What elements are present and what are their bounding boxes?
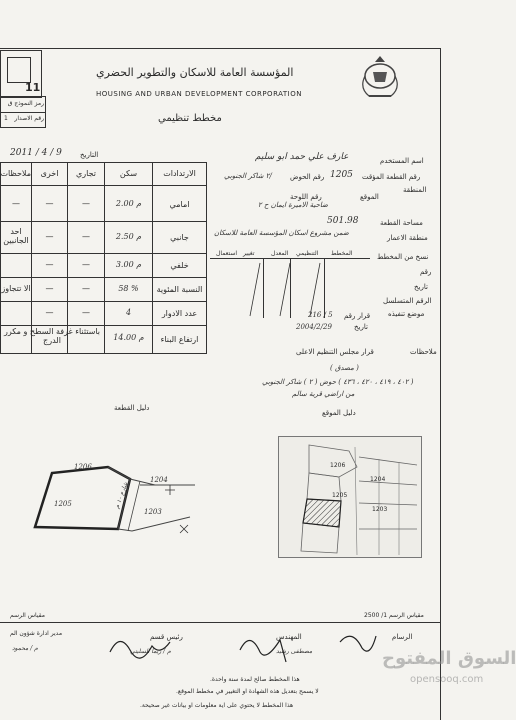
watermark-arabic: السوق المفتوح xyxy=(382,648,516,669)
org-name-english: HOUSING AND URBAN DEVELOPMENT CORPORATION xyxy=(96,90,302,98)
row-percent-label: النسبة المئوية xyxy=(156,285,203,294)
scale-left: مقياس الرسم xyxy=(10,612,45,619)
document-title: مخطط تنظيمي xyxy=(158,113,222,124)
plot-label-1203: 1203 xyxy=(144,508,162,516)
land-area-label: مساحة القطعة xyxy=(380,219,423,227)
form-code-label: رمز النموذج ق xyxy=(7,100,44,107)
page-badge xyxy=(0,50,42,98)
setbacks-table: ملاحظات اخرى تجاري سكن الارتدادات امامي 2.00 م — — — جانبي 2.50 م احد الجانبين — — خلفي 3.00 م — — النسبة المئوية 58 % الا تتجاوز — — عدد الادوار 4 — — ارتفاع البناء 14.00 م باستثناء غرفة السطح و مكرر الدرج xyxy=(0,162,207,354)
location-label: الموقع xyxy=(360,193,379,201)
plot-label-1206: 1206 xyxy=(74,463,92,471)
decision-date-value: 2004/2/29 xyxy=(296,323,332,331)
director-name: م / محمود xyxy=(12,645,38,652)
row-side-note: احد الجانبين xyxy=(3,227,29,245)
zone-value: ضمن مشروع اسكان المؤسسة العامة للاسكان xyxy=(214,229,349,237)
owner-label: اسم المستخدم xyxy=(380,157,424,165)
engineer-title: المهندس xyxy=(276,633,302,641)
map-label-1204: 1204 xyxy=(370,476,386,483)
plot-street-label: شارع ١٠ م xyxy=(113,481,130,510)
zone-label: منطقة الاعمار xyxy=(387,234,428,242)
header-setbacks: الارتدادات xyxy=(163,169,196,178)
frame-right-line xyxy=(440,48,441,720)
form-version-value: 1 xyxy=(4,115,8,122)
row-height-residential: 14.00 م xyxy=(113,333,144,342)
plot-guide-title: دليل القطعة xyxy=(114,404,150,412)
watermark-english: opensooq.com xyxy=(410,674,484,685)
scale-right: مقياس الرسم 1/ 2500 xyxy=(364,612,424,619)
notes-detail2: من اراضي قرية سالم xyxy=(292,390,355,398)
signature-scribbles xyxy=(90,622,380,672)
row-rear-label: خلفي xyxy=(170,261,189,270)
map-label-1205: 1205 xyxy=(332,492,348,499)
notes-approved: ( مصدق ) xyxy=(330,364,359,372)
coat-of-arms-icon xyxy=(355,52,405,102)
header-notes: ملاحظات xyxy=(0,169,31,178)
row-floors-label: عدد الادوار xyxy=(161,309,198,318)
notes-detail: ( ٤٠٢ ، ٤١٩ ، ٤٢٠ ، ٤٣٦ ) حوض ( ٢ ) شاكر الجنوبي xyxy=(262,378,414,386)
plot-label-1205: 1205 xyxy=(54,500,72,508)
footer-line2: لا يسمح بتعديل هذه الشهادة او التغيير في مخطط الموقع. xyxy=(176,688,319,695)
basin-label: رقم الحوض xyxy=(290,173,325,181)
owner-value: عارف علي حمد ابو سليم xyxy=(255,152,349,162)
area-label: المنطقة xyxy=(403,186,427,194)
footer-line1: هذا المخطط صالح لمدة سنة واحدة. xyxy=(210,676,300,683)
date2-label: تاريخ xyxy=(414,283,428,291)
drafter-title: الرسام xyxy=(392,633,413,641)
row-side-residential: 2.50 م xyxy=(115,232,142,241)
org-name-arabic: المؤسسة العامة للاسكان والتطوير الحضري xyxy=(96,66,294,79)
form-version-label: رقم الاصدار xyxy=(14,115,44,122)
decision-date-label: تاريخ xyxy=(354,323,368,331)
council-text: قرار مجلس التنظيم الاعلى xyxy=(296,348,374,356)
engineer-name: مصطفى رشيد xyxy=(276,648,313,655)
head-title: رئيس قسم xyxy=(150,633,183,641)
option-modified: المعدل xyxy=(271,250,289,257)
badge-lines-icon xyxy=(7,57,31,83)
option-usage: استعمال xyxy=(216,250,238,257)
location-map xyxy=(278,436,422,558)
header-other: اخرى xyxy=(40,169,59,178)
plot-sketch xyxy=(20,455,195,545)
row-side-label: جانبي xyxy=(170,233,189,242)
row-front-label: امامي xyxy=(169,200,190,209)
form-code-box xyxy=(0,96,46,128)
land-area-value: 501.98 xyxy=(327,216,359,226)
map-label-1203: 1203 xyxy=(372,506,388,513)
notes-label: ملاحظات xyxy=(410,348,437,356)
row-floors-residential: 4 xyxy=(125,308,132,317)
option-change: تغيير xyxy=(243,250,255,257)
head-name: م / ريما السليتي xyxy=(130,648,171,655)
row-percent-note: الا تتجاوز xyxy=(1,284,31,293)
date-value: 2011 / 4 / 9 xyxy=(10,148,62,158)
row-rear-residential: 3.00 م xyxy=(115,260,142,269)
location-guide-title: دليل الموقع xyxy=(322,409,356,417)
option-strike-marks xyxy=(210,258,370,318)
header-commercial: تجاري xyxy=(76,169,96,178)
decision-ref-value: 216 / 5 xyxy=(308,311,333,319)
option-plan: المخطط xyxy=(331,250,353,257)
page-badge-number: 11 xyxy=(25,81,41,94)
frame-top-line xyxy=(0,48,440,49)
number-label: رقم xyxy=(420,268,432,276)
parcel-label: رقم القطعة المؤقت xyxy=(362,173,421,181)
received-label: نسخ من المخطط xyxy=(377,253,429,261)
location-map-lines xyxy=(279,437,421,557)
basin-value: /٢ شاكر الجنوبي xyxy=(224,172,272,180)
header-residential: سكن xyxy=(119,169,138,178)
footer-line3: هذا المخطط لا يحتوي على اية معلومات او بيانات غير صحيحة. xyxy=(140,702,294,709)
row-front-residential: 2.00 م xyxy=(115,199,142,208)
option-regulatory: التنظيمي xyxy=(296,250,319,257)
decision-label: موضع تنفيذه xyxy=(388,310,425,318)
map-label-1206: 1206 xyxy=(330,462,346,469)
plot-label-1204: 1204 xyxy=(150,476,168,484)
decision-ref-label: قرار رقم xyxy=(344,312,371,320)
location-value: ضاحية الاميرة ايمان ح ٢ xyxy=(258,201,328,209)
row-height-label: ارتفاع البناء xyxy=(160,335,199,344)
director-title: مدير ادارة شؤون الم xyxy=(10,630,63,637)
plate-label: رقم اللوحة xyxy=(290,193,322,201)
serial-label: الرقم المتسلسل xyxy=(383,297,432,305)
row-percent-residential: 58 % xyxy=(118,284,139,293)
date-label: التاريخ xyxy=(80,151,99,159)
row-height-note: باستثناء غرفة السطح و مكرر الدرج xyxy=(3,327,101,345)
parcel-value: 1205 xyxy=(330,170,353,180)
